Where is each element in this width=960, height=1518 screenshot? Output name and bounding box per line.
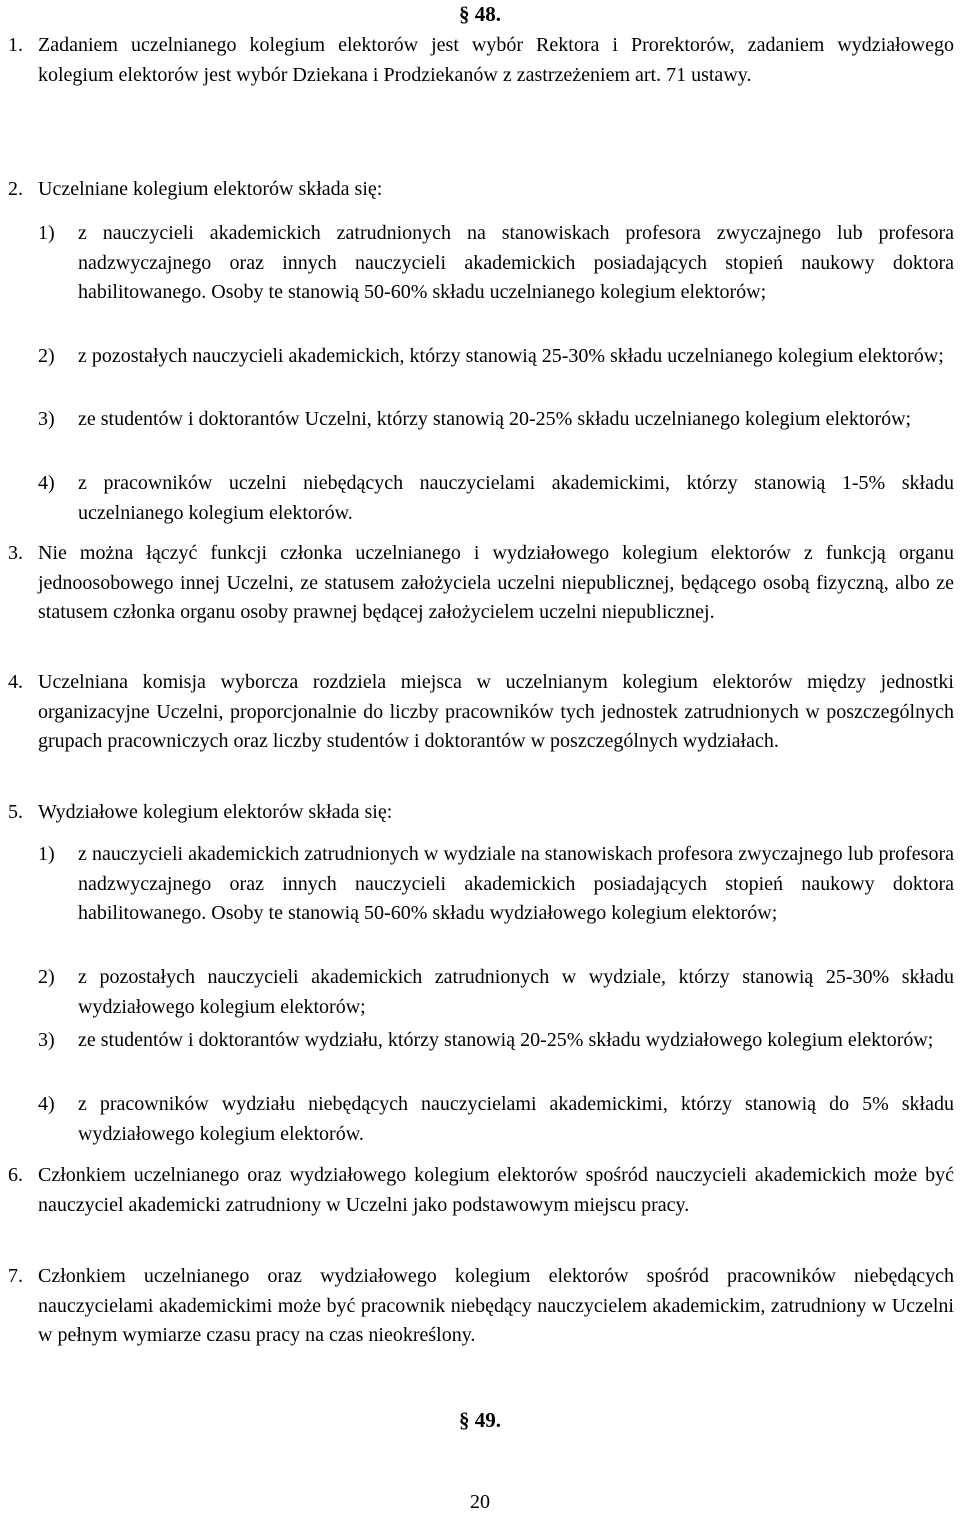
list-item: [38, 1026, 954, 1056]
section-heading-48: § 48.: [459, 2, 501, 26]
list-item: [38, 1090, 954, 1149]
page-number: 20: [470, 1491, 490, 1513]
paragraph-number: 2.: [8, 178, 23, 200]
list-item-text: z pracowników uczelni niebędących nauczycielami akademickimi, którzy stanowią 1-5% składu uczelnianego kolegium elektorów.: [78, 472, 954, 524]
paragraph-5: [8, 798, 954, 828]
list-item: [38, 342, 954, 372]
paragraph-number: 3.: [8, 542, 23, 564]
list-item: [38, 405, 954, 435]
paragraph-text: Uczelniana komisja wyborcza rozdziela miejsca w uczelnianym kolegium elektorów między jednostki organizacyjne Uczelni, proporcjonalnie do liczby pracowników tych jednostek zatrudnionych w poszczególnych grupach pracowniczych oraz liczby studentów i doktorantów w poszczególnych wydziałach.: [38, 671, 954, 752]
paragraph-text: Uczelniane kolegium elektorów składa się:: [38, 178, 383, 200]
paragraph-text: Zadaniem uczelnianego kolegium elektorów jest wybór Rektora i Prorektorów, zadaniem wydziałowego kolegium elektorów jest wybór Dziekana i Prodziekanów z zastrzeżeniem art. 71 ustawy.: [38, 34, 954, 86]
list-item-number: 3): [38, 1029, 55, 1051]
paragraph-3: [8, 539, 954, 628]
list-item-text: z nauczycieli akademickich zatrudnionych w wydziale na stanowiskach profesora zwyczajnego lub profesora nadzwyczajnego oraz innych nauczycieli akademickich posiadających stopień naukowy doktora habilitowanego. Osoby te stanowią 50-60% składu wydziałowego kolegium elektorów;: [78, 843, 954, 924]
list-item-text: z nauczycieli akademickich zatrudnionych na stanowiskach profesora zwyczajnego lub profesora nadzwyczajnego oraz innych nauczycieli akademickich posiadających stopień naukowy doktora habilitowanego. Osoby te stanowią 50-60% składu uczelnianego kolegium elektorów;: [78, 222, 954, 303]
list-item-number: 1): [38, 222, 55, 244]
paragraph-text: Nie można łączyć funkcji członka uczelnianego i wydziałowego kolegium elektorów z funkcją organu jednoosobowego innej Uczelni, ze statusem założyciela uczelni niepublicznej, będącego osobą fizyczną, albo ze statusem członka organu osoby prawnej będącej założycielem uczelni niepublicznej.: [38, 542, 954, 623]
list-item-number: 3): [38, 408, 55, 430]
list-item-number: 1): [38, 843, 55, 865]
list-item-number: 2): [38, 966, 55, 988]
list-item-text: z pozostałych nauczycieli akademickich zatrudnionych w wydziale, którzy stanowią 25-30% składu wydziałowego kolegium elektorów;: [78, 966, 954, 1018]
list-item: [38, 219, 954, 308]
paragraph-4: [8, 668, 954, 757]
paragraph-number: 5.: [8, 801, 23, 823]
section-heading-49: § 49.: [459, 1408, 501, 1432]
list-item: [38, 840, 954, 929]
paragraph-number: 1.: [8, 34, 23, 56]
list-item-number: 4): [38, 1093, 55, 1115]
list-item-text: ze studentów i doktorantów wydziału, którzy stanowią 20-25% składu wydziałowego kolegium elektorów;: [78, 1029, 934, 1051]
paragraph-7: [8, 1262, 954, 1351]
list-item-text: ze studentów i doktorantów Uczelni, którzy stanowią 20-25% składu uczelnianego kolegium elektorów;: [78, 408, 912, 430]
paragraph-text: Członkiem uczelnianego oraz wydziałowego kolegium elektorów spośród nauczycieli akademickich może być nauczyciel akademicki zatrudniony w Uczelni jako podstawowym miejscu pracy.: [38, 1164, 954, 1216]
paragraph-number: 7.: [8, 1265, 23, 1287]
list-item-text: z pracowników wydziału niebędących nauczycielami akademickimi, którzy stanowią do 5% składu wydziałowego kolegium elektorów.: [78, 1093, 954, 1145]
list-item: [38, 963, 954, 1022]
paragraph-6: [8, 1161, 954, 1220]
paragraph-2: [8, 175, 954, 205]
paragraph-1: [8, 31, 954, 90]
paragraph-number: 4.: [8, 671, 23, 693]
paragraph-text: Członkiem uczelnianego oraz wydziałowego kolegium elektorów spośród pracowników niebędących nauczycielami akademickimi może być pracownik niebędący nauczycielem akademickim, zatrudniony w Uczelni w pełnym wymiarze czasu pracy na czas nieokreślony.: [38, 1265, 954, 1346]
paragraph-text: Wydziałowe kolegium elektorów składa się:: [38, 801, 393, 823]
list-item-number: 4): [38, 472, 55, 494]
list-item-text: z pozostałych nauczycieli akademickich, którzy stanowią 25-30% składu uczelnianego kolegium elektorów;: [78, 345, 944, 367]
list-item-number: 2): [38, 345, 55, 367]
paragraph-number: 6.: [8, 1164, 23, 1186]
list-item: [38, 469, 954, 528]
